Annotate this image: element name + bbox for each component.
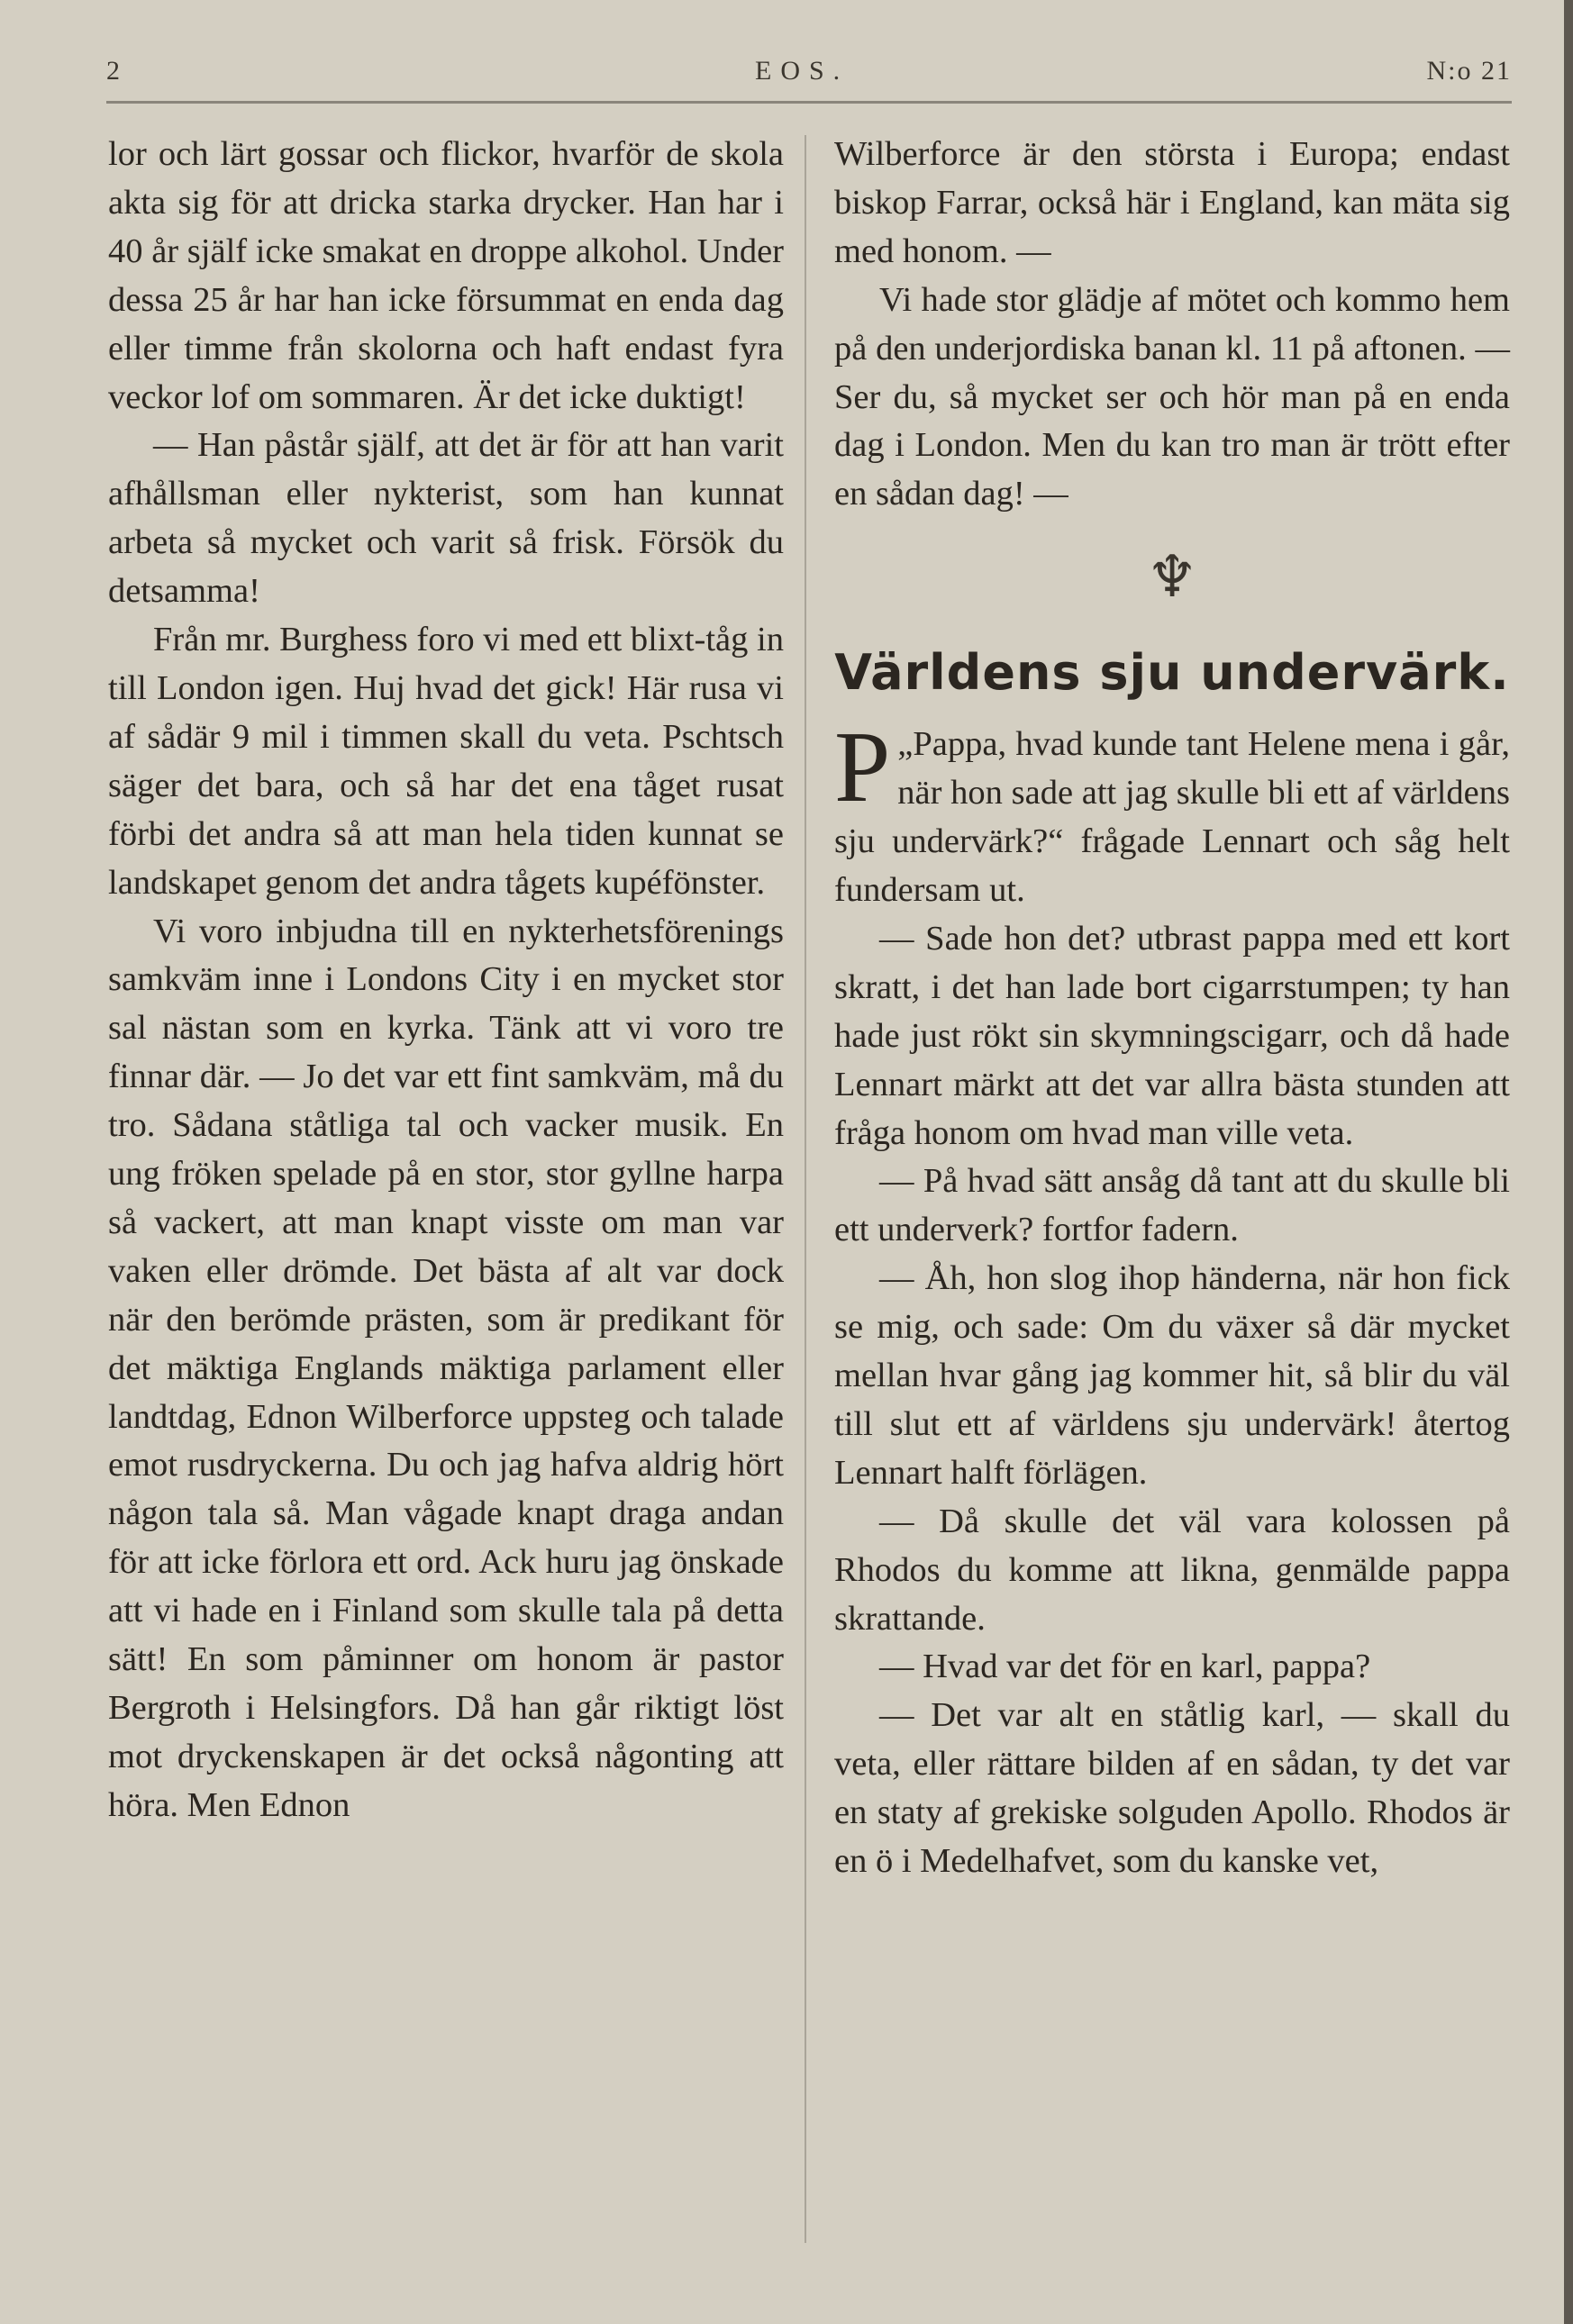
page-header [106,56,1512,92]
header-rule [106,101,1512,104]
right-paragraph: Wilberforce är den största i Europa; endast biskop Farrar, också här i England, kan mäta sig med honom. — [834,135,1510,270]
story-paragraph: — Åh, hon slog ihop händerna, när hon fick se mig, och sade: Om du växer så där mycket mellan hvar gång jag kommer hit, så blir du väl till slut ett af världens sju undervärk! återtog Lennart halft förlägen. [834,1259,1510,1492]
left-paragraph: — Han påstår själf, att det är för att han varit afhållsman eller nykterist, som han kunnat arbeta så mycket och varit så frisk. Försök du detsamma! [108,426,784,611]
publication-title: EOS. [755,56,850,86]
column-divider [805,135,806,2243]
right-paragraph: Vi hade stor glädje af mötet och kommo hem på den underjordiska banan kl. 11 på aftonen. — Ser du, så mycket ser och hör man på en enda dag i London. Men du kan tro man är trött efter en sådan dag! — [834,280,1510,513]
page-number: 2 [106,56,122,86]
left-paragraph: Från mr. Burghess foro vi med ett blixt-tåg in till London igen. Huj hvad det gick! Här rusa vi af sådär 9 mil i timmen skall du veta. Pschtsch säger det bara, och så har det ena tåget rusat förbi det andra så att man hela tiden kunnat se landskapet genom det andra tågets kupéfönster. [108,621,784,902]
story-paragraph: — Då skulle det väl vara kolossen på Rhodos du komme att likna, genmälde pappa skrattande. [834,1502,1510,1638]
story-first-paragraph [834,712,1510,915]
story-first-text: „Pappa, hvad kunde tant Helene mena i går, när hon sade att jag skulle bli ett af världens sju undervärk?“ frågade Lennart och såg helt fundersam ut. [834,725,1510,909]
left-paragraph: lor och lärt gossar och flickor, hvarför de skola akta sig för att dricka starka drycker. Han har i 40 år själf icke smakat en droppe alkohol. Under dessa 25 år har han icke försummat en enda dag eller timme från skolorna och haft endast fyra veckor lof om sommaren. Är det icke duktigt! [108,135,784,416]
story-paragraph: — Det var alt en ståtlig karl, — skall du veta, eller rättare bilden af en sådan, ty det var en staty af grekiske solguden Apollo. Rhodos är en ö i Medelhafvet, som du kanske vet, [834,1696,1510,1881]
story-paragraph: — Hvad var det för en karl, pappa? [879,1648,1371,1686]
right-column [834,131,1510,1886]
left-paragraph: Vi voro inbjudna till en nykterhetsförenings samkväm inne i Londons City i en mycket stor sal nästan som en kyrka. Tänk att vi voro tre finnar där. — Jo det var ett fint samkväm, må du tro. Sådana ståtliga tal och vacker musik. En ung fröken spelade på en stor, stor gyllne harpa så vackert, att man knapt visste om man var vaken eller drömde. Det bästa af alt var dock när den berömde prästen, som är predikant för det mäktiga Englands mäktiga parlament eller landtdag, Ednon Wilberforce uppsteg och talade emot rusdryckerna. Du och jag hafva aldrig hört någon tala så. Man vågade knapt draga andan för att icke förlora ett ord. Ack huru jag önskade att vi hade en i Finland som skulle tala på detta sätt! En som påminner om honom är pastor Bergroth i Helsingfors. Då han går riktigt löst mot dryckenskapen är det också någonting att höra. Men Ednon [108,912,784,1824]
issue-number: N:o 21 [1426,56,1512,86]
story-paragraph: — Sade hon det? utbrast pappa med ett kort skratt, i det han lade bort cigarrstumpen; ty han hade just rökt sin skymningscigarr, och då hade Lennart märkt att det var allra bästa stunden att fråga honom om hvad man ville veta. [834,919,1510,1152]
story-paragraph: — På hvad sätt ansåg då tant att du skulle bli ett underverk? fortfor fadern. [834,1162,1510,1249]
page-edge-shadow [1564,0,1573,2324]
ornament-icon: ♆ [1146,545,1198,610]
drop-cap: P [834,712,891,824]
section-heading: Världens sju undervärk. [834,644,1510,702]
left-column [108,131,784,1830]
